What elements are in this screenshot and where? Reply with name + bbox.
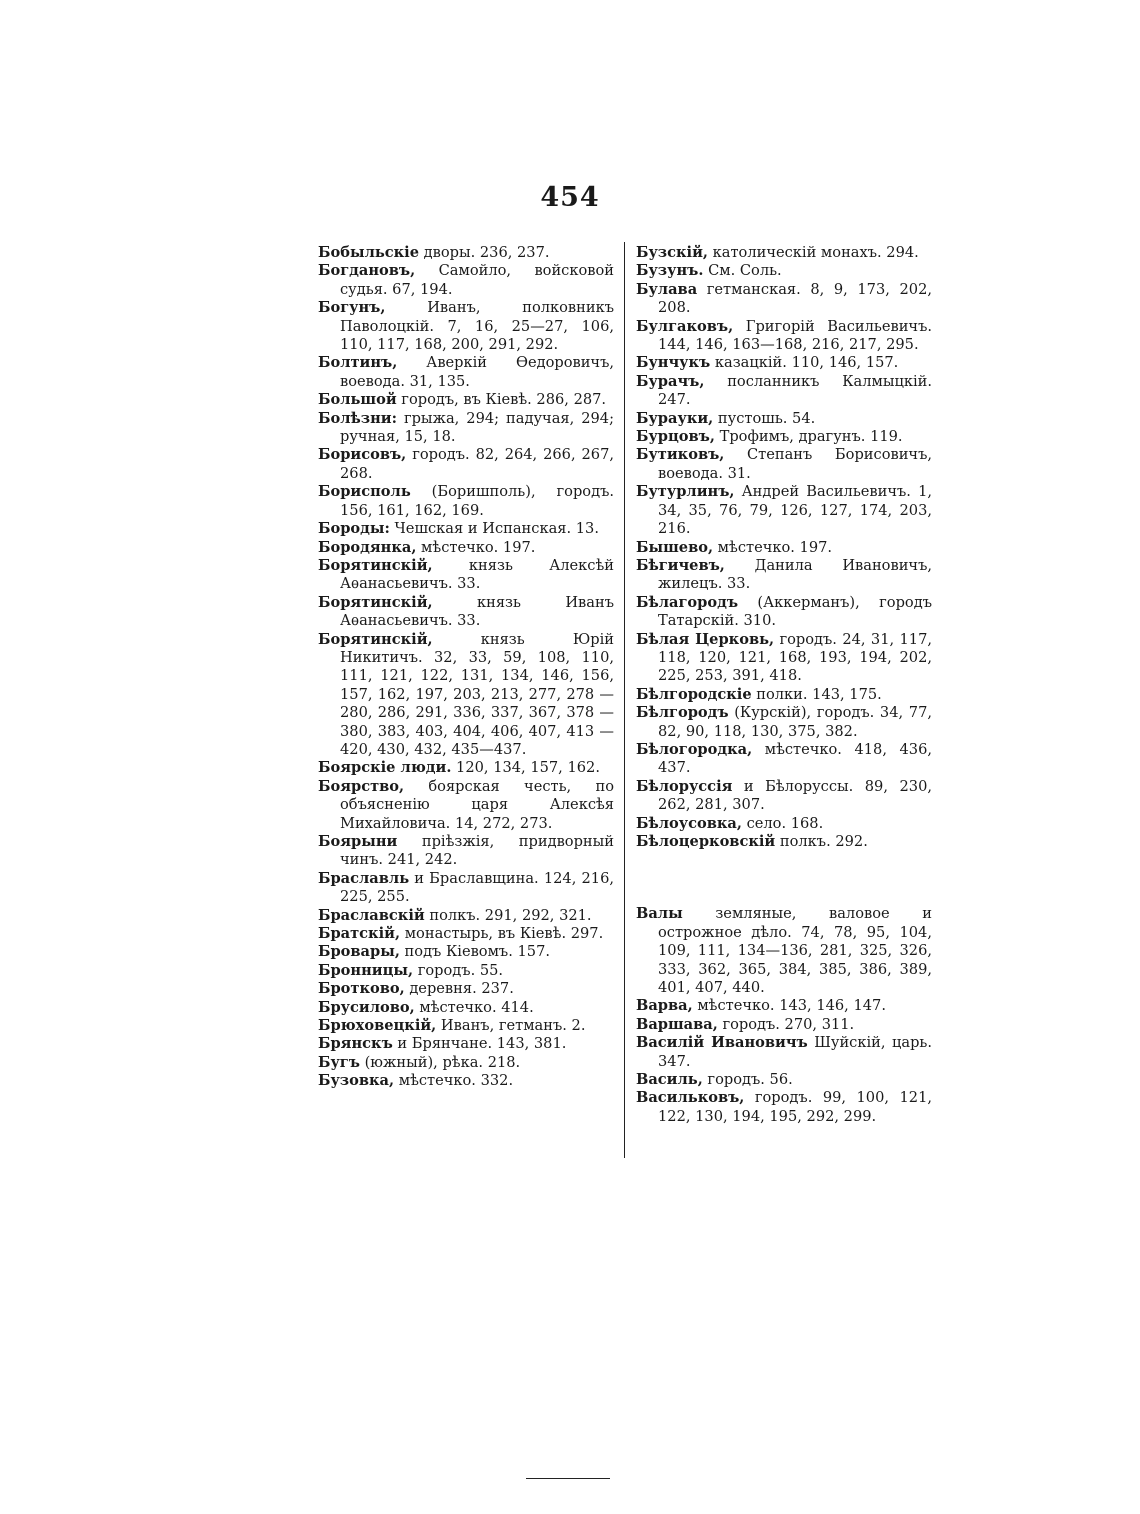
entry-headword: Бѣлоусовка, bbox=[636, 814, 742, 832]
entry-headword: Булава bbox=[636, 280, 698, 298]
index-entry bbox=[318, 980, 614, 998]
entry-headword: Борисполь bbox=[318, 483, 411, 501]
index-entry bbox=[636, 594, 932, 631]
entry-headword: Богдановъ, bbox=[318, 262, 416, 280]
entry-headword: Василь, bbox=[636, 1071, 703, 1089]
entry-references: князь Алексѣй Аѳанасьевичъ. 33. bbox=[340, 556, 614, 593]
index-entry bbox=[318, 391, 614, 409]
entry-references: князь Юрій Никитичъ. 32, 33, 59, 108, 110, 111, 121, 122, 131, 134, 146, 156, 157, 162, 197, 203, 213, 277, 278 — 280, 286, 291, 336, 337, 367, 378 — 380, 383, 403, 404, 406, 407, 413 — 420, 430, 432, 435—437. bbox=[340, 630, 614, 758]
entry-references: городъ. 99, 100, 121, 122, 130, 194, 195, 292, 299. bbox=[658, 1089, 932, 1125]
entry-headword: Бузскій, bbox=[636, 244, 708, 261]
entry-references: (южный), рѣка. 218. bbox=[359, 1053, 521, 1071]
entry-headword: Брянскъ bbox=[318, 1035, 393, 1053]
entry-references: казацкій. 110, 146, 157. bbox=[710, 354, 899, 372]
entry-headword: Бурауки, bbox=[636, 409, 714, 427]
entry-headword: Бровары, bbox=[318, 943, 400, 961]
index-entry bbox=[636, 483, 932, 538]
entry-references: Степанъ Борисовичъ, воевода. 31. bbox=[658, 446, 932, 482]
index-entry bbox=[318, 999, 614, 1017]
entry-references: городъ. 24, 31, 117, 118, 120, 121, 168, 193, 194, 202, 225, 253, 391, 418. bbox=[658, 630, 932, 685]
entry-references: дворы. 236, 237. bbox=[419, 244, 550, 261]
entry-references: полкъ. 291, 292, 321. bbox=[424, 906, 592, 924]
entry-headword: Болтинъ, bbox=[318, 354, 398, 372]
index-entry bbox=[318, 557, 614, 594]
entry-references: пріѣзжія, придворный чинъ. 241, 242. bbox=[340, 833, 614, 869]
entry-headword: Бѣлгородскіе bbox=[636, 685, 752, 703]
entry-headword: Бузунъ. bbox=[636, 262, 704, 280]
index-column-right bbox=[636, 244, 932, 1126]
index-section-v bbox=[636, 905, 932, 1126]
entry-headword: Боярыни bbox=[318, 833, 398, 850]
entry-references: мѣстечко. 197. bbox=[416, 538, 536, 556]
index-entry bbox=[636, 741, 932, 778]
index-entry bbox=[318, 907, 614, 925]
index-entry bbox=[636, 318, 932, 355]
index-entry bbox=[318, 410, 614, 447]
index-entry bbox=[636, 539, 932, 557]
entry-references: гетманская. 8, 9, 173, 202, 208. bbox=[658, 280, 932, 317]
entry-references: мѣстечко. 418, 436, 437. bbox=[658, 740, 932, 777]
index-entry bbox=[318, 262, 614, 299]
entry-headword: Бронницы, bbox=[318, 961, 414, 979]
index-entry bbox=[636, 410, 932, 428]
entry-references: Данила Ивановичъ, жилецъ. 33. bbox=[658, 556, 932, 593]
entry-references: посланникъ Калмыцкій. 247. bbox=[658, 372, 932, 409]
entry-headword: Бутурлинъ, bbox=[636, 483, 735, 501]
index-entry bbox=[636, 815, 932, 833]
index-entry bbox=[636, 778, 932, 815]
index-entry bbox=[636, 428, 932, 446]
entry-headword: Бородянка, bbox=[318, 538, 417, 556]
entry-headword: Братскій, bbox=[318, 925, 401, 943]
footer-rule bbox=[526, 1478, 610, 1479]
entry-references: полки. 143, 175. bbox=[751, 685, 882, 703]
index-entry bbox=[318, 1054, 614, 1072]
entry-references: Аверкій Ѳедоровичъ, воевода. 31, 135. bbox=[340, 354, 614, 390]
entry-references: (Курскій), городъ. 34, 77, 82, 90, 118, 130, 375, 382. bbox=[658, 704, 932, 740]
index-entry bbox=[636, 1089, 932, 1126]
entry-headword: Бобыльскіе bbox=[318, 244, 420, 261]
entry-headword: Борятинскій, bbox=[318, 556, 433, 574]
index-section-b bbox=[636, 244, 932, 851]
entry-references: и Браславщина. 124, 216, 225, 255. bbox=[340, 869, 614, 906]
entry-headword: Бузовка, bbox=[318, 1072, 395, 1090]
entry-headword: Бышево, bbox=[636, 538, 714, 556]
index-entry bbox=[636, 1034, 932, 1071]
index-entry bbox=[318, 483, 614, 520]
index-entry bbox=[318, 631, 614, 760]
entry-headword: Бугъ bbox=[318, 1053, 360, 1071]
entry-headword: Валы bbox=[636, 905, 683, 923]
entry-headword: Бѣлгородъ bbox=[636, 704, 729, 722]
entry-references: и Брянчане. 143, 381. bbox=[392, 1035, 567, 1053]
entry-references: подъ Кіевомъ. 157. bbox=[399, 943, 550, 961]
index-entry bbox=[318, 925, 614, 943]
entry-references: монастырь, въ Кіевѣ. 297. bbox=[400, 925, 604, 943]
index-entry bbox=[636, 704, 932, 741]
index-entry bbox=[636, 997, 932, 1015]
entry-references: Григорій Васильевичъ. 144, 146, 163—168, 216, 217, 295. bbox=[658, 317, 932, 354]
entry-headword: Бороды: bbox=[318, 520, 390, 538]
entry-references: земляные, валовое и острожное дѣло. 74, 78, 95, 104, 109, 111, 134—136, 281, 325, 326, 333, 362, 365, 384, 385, 386, 389, 401, 407, 440. bbox=[658, 905, 932, 997]
entry-headword: Василій Ивановичъ bbox=[636, 1034, 808, 1052]
entry-headword: Большой bbox=[318, 391, 397, 409]
entry-headword: Булгаковъ, bbox=[636, 317, 734, 335]
index-entry bbox=[318, 778, 614, 833]
entry-references: мѣстечко. 414. bbox=[414, 998, 534, 1016]
entry-headword: Боярскіе люди. bbox=[318, 759, 452, 777]
entry-headword: Бутиковъ, bbox=[636, 446, 725, 464]
page-number: 454 bbox=[540, 182, 600, 213]
entry-headword: Васильковъ, bbox=[636, 1089, 745, 1107]
entry-references: Самойло, войсковой судья. 67, 194. bbox=[340, 262, 614, 298]
entry-headword: Боярство, bbox=[318, 777, 405, 795]
entry-headword: Бѣлоруссія bbox=[636, 777, 733, 795]
entry-references: мѣстечко. 332. bbox=[394, 1072, 514, 1090]
entry-headword: Борисовъ, bbox=[318, 446, 407, 464]
entry-references: городъ. 270, 311. bbox=[717, 1015, 855, 1033]
entry-headword: Брусилово, bbox=[318, 998, 415, 1016]
index-entry bbox=[636, 905, 932, 997]
entry-headword: Бѣлоцерковскій bbox=[636, 833, 776, 850]
entry-references: село. 168. bbox=[741, 814, 824, 832]
index-entry bbox=[636, 686, 932, 704]
entry-headword: Борятинскій, bbox=[318, 630, 433, 648]
entry-headword: Браславль bbox=[318, 869, 410, 887]
entry-references: (Боришполь), городъ. 156, 161, 162, 169. bbox=[340, 483, 614, 519]
entry-references: и Бѣлоруссы. 89, 230, 262, 281, 307. bbox=[658, 777, 932, 814]
entry-references: городъ. 55. bbox=[413, 961, 504, 979]
entry-headword: Варва, bbox=[636, 997, 693, 1015]
entry-references: католическій монахъ. 294. bbox=[708, 244, 919, 261]
entry-headword: Брюховецкій, bbox=[318, 1017, 437, 1035]
index-column-left bbox=[318, 244, 614, 1091]
entry-references: (Аккерманъ), городъ Татарскій. 310. bbox=[658, 593, 932, 630]
index-entry bbox=[636, 373, 932, 410]
entry-headword: Борятинскій, bbox=[318, 593, 433, 611]
entry-headword: Болѣзни: bbox=[318, 409, 397, 427]
index-entry bbox=[636, 354, 932, 372]
index-entry bbox=[318, 833, 614, 870]
entry-references: Шуйскій, царь. 347. bbox=[658, 1034, 932, 1070]
entry-headword: Бротково, bbox=[318, 980, 405, 998]
entry-references: Трофимъ, драгунъ. 119. bbox=[714, 428, 903, 446]
entry-references: городъ. 82, 264, 266, 267, 268. bbox=[340, 446, 614, 482]
entry-headword: Богунъ, bbox=[318, 299, 386, 317]
entry-references: боярская честь, по объясненію царя Алексѣя Михайловича. 14, 272, 273. bbox=[340, 777, 614, 832]
index-entry bbox=[318, 1035, 614, 1053]
entry-references: грыжа, 294; падучая, 294; ручная, 15, 18. bbox=[340, 409, 614, 446]
index-entry bbox=[318, 594, 614, 631]
entry-references: полкъ. 292. bbox=[775, 833, 868, 850]
index-entry bbox=[636, 446, 932, 483]
index-entry bbox=[318, 759, 614, 777]
entry-references: мѣстечко. 197. bbox=[713, 538, 833, 556]
index-entry bbox=[636, 1016, 932, 1034]
index-entry bbox=[318, 244, 614, 262]
entry-references: Иванъ, гетманъ. 2. bbox=[436, 1017, 586, 1035]
entry-references: Иванъ, полковникъ Паволоцкій. 7, 16, 25—27, 106, 110, 117, 168, 200, 291, 292. bbox=[340, 299, 614, 354]
index-entry bbox=[636, 262, 932, 280]
entry-headword: Бурцовъ, bbox=[636, 428, 715, 446]
entry-references: 120, 134, 157, 162. bbox=[451, 759, 600, 777]
entry-headword: Бѣлагородъ bbox=[636, 593, 739, 611]
entry-references: деревня. 237. bbox=[404, 980, 514, 998]
entry-headword: Бунчукъ bbox=[636, 354, 711, 372]
section-gap bbox=[636, 851, 932, 905]
entry-references: мѣстечко. 143, 146, 147. bbox=[692, 997, 886, 1015]
index-entry bbox=[318, 539, 614, 557]
index-entry bbox=[318, 1017, 614, 1035]
index-entry bbox=[636, 557, 932, 594]
index-entry bbox=[636, 281, 932, 318]
index-entry bbox=[318, 943, 614, 961]
entry-headword: Бурачъ, bbox=[636, 372, 705, 390]
index-entry bbox=[318, 446, 614, 483]
index-entry bbox=[318, 299, 614, 354]
index-entry bbox=[318, 520, 614, 538]
entry-references: См. Соль. bbox=[703, 262, 782, 280]
entry-references: городъ. 56. bbox=[702, 1071, 793, 1089]
index-entry bbox=[318, 962, 614, 980]
index-entry bbox=[318, 1072, 614, 1090]
index-entry bbox=[636, 1071, 932, 1089]
entry-headword: Бѣгичевъ, bbox=[636, 556, 725, 574]
index-entry bbox=[318, 354, 614, 391]
entry-headword: Бѣлогородка, bbox=[636, 740, 753, 758]
index-entry bbox=[318, 870, 614, 907]
entry-headword: Бѣлая Церковь, bbox=[636, 630, 775, 648]
column-divider bbox=[624, 242, 625, 1158]
entry-headword: Варшава, bbox=[636, 1015, 718, 1033]
entry-references: князь Иванъ Аѳанасьевичъ. 33. bbox=[340, 593, 614, 630]
entry-references: пустошь. 54. bbox=[713, 409, 816, 427]
entry-references: Чешская и Испанская. 13. bbox=[389, 520, 599, 538]
entry-references: Андрей Васильевичъ. 1, 34, 35, 76, 79, 126, 127, 174, 203, 216. bbox=[658, 483, 932, 538]
index-entry bbox=[636, 244, 932, 262]
entry-headword: Браславскій bbox=[318, 906, 425, 924]
entry-references: городъ, въ Кіевѣ. 286, 287. bbox=[396, 391, 607, 409]
index-entry bbox=[636, 631, 932, 686]
index-entry bbox=[636, 833, 932, 851]
